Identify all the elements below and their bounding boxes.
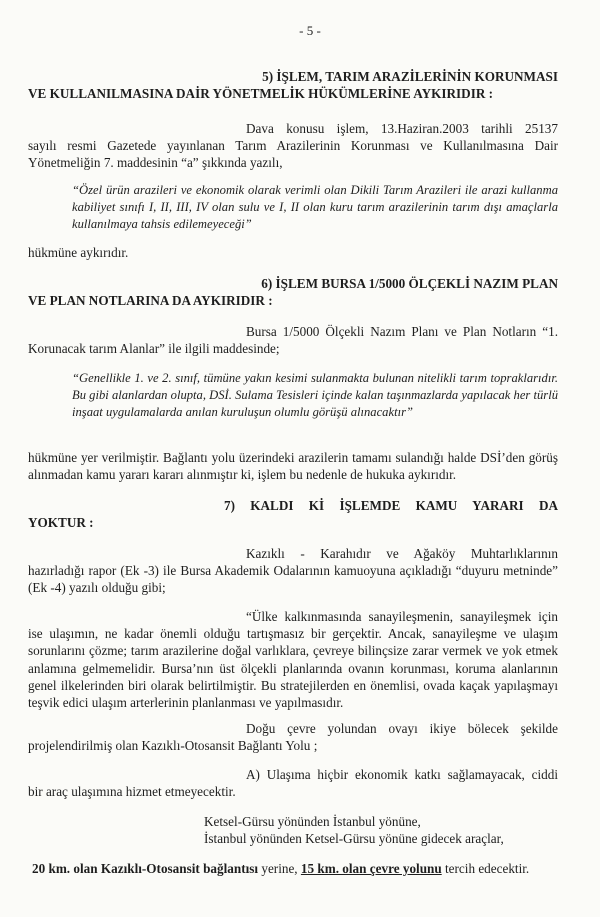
route-comparison-end: tercih edecektir. bbox=[441, 861, 530, 876]
section5-quote: “Özel ürün arazileri ve ekonomik olarak verimli olan Dikili Tarım Arazileri ile arazi kullanma kabiliyet sınıfı I, II, III, IV olan sulu ve I, II olan kuru tarım arazilerinin tarım dışı amaçlarla kullanılmaya tahsis edilemeyeceği” bbox=[72, 183, 558, 232]
route-comparison-mid: yerine, bbox=[258, 861, 301, 876]
section6-p1-first-line: Bursa 1/5000 Ölçekli Nazım Planı ve Plan Notların “1. bbox=[246, 324, 558, 339]
section5-p1-rest: sayılı resmi Gazetede yayınlanan Tarım Arazilerinin Korunması ve Kullanılmasına Dair Yönetmeliğin 7. maddesinin “a” şıkkında yazılı, bbox=[28, 138, 558, 171]
section6-paragraph2: hükmüne yer verilmiştir. Bağlantı yolu üzerindeki arazilerin tamamı sulandığı halde DSİ’den görüş alınmadan kamu yararı kararı alınmıştır ki, işlem bu nedenle de hukuka aykırıdır. bbox=[28, 450, 558, 483]
section6-p1-rest: Korunacak tarım Alanlar” ile ilgili maddesinde; bbox=[28, 341, 280, 357]
section7-p2-first-line: “Ülke kalkınmasında sanayileşmenin, sanayileşmek için bbox=[246, 609, 558, 624]
section7-p5-line1: Ketsel-Gürsu yönünden İstanbul yönüne, bbox=[204, 814, 421, 829]
page-number: - 5 - bbox=[299, 23, 321, 38]
section7-paragraph2 bbox=[28, 608, 558, 711]
section6-quote: “Genellikle 1. ve 2. sınıf, tümüne yakın kesimi sulanmakta bulunan nitelikli tarım topraklarıdır. Bu gibi alanlardan olupta, DSİ. Sulama Tesisleri içinde kalan taşınmazlarda yapılacak her türlü inşaat uygulamalarda anılan kuruluşun olumlu görüşü alınacaktır” bbox=[72, 371, 558, 420]
section7-heading-line2: YOKTUR : bbox=[28, 515, 94, 531]
section7-paragraph3 bbox=[28, 720, 558, 754]
section7-p1-rest: hazırladığı rapor (Ek -3) ile Bursa Akademik Odalarının kamuoyuna açıkladığı “duyuru metninde” (Ek -4) yazılı olduğu gibi; bbox=[28, 563, 558, 596]
section5-heading-line2: VE KULLANILMASINA DAİR YÖNETMELİK HÜKÜMLERİNE AYKIRIDIR : bbox=[28, 86, 494, 102]
section7-p4-first-line: A) Ulaşıma hiçbir ekonomik katkı sağlamayacak, ciddi bbox=[246, 767, 558, 782]
section5-heading bbox=[28, 68, 558, 102]
section7-heading bbox=[28, 497, 558, 531]
section7-p4-rest: bir araç ulaşımına hizmet etmeyecektir. bbox=[28, 784, 236, 800]
section7-paragraph6 bbox=[32, 860, 562, 877]
section7-p5-line2: İstanbul yönünden Ketsel-Gürsu yönüne gidecek araçlar, bbox=[204, 831, 504, 847]
section7-p3-rest: projelendirilmiş olan Kazıklı-Otosansit Bağlantı Yolu ; bbox=[28, 738, 318, 754]
section5-p1-first-line: Dava konusu işlem, 13.Haziran.2003 tarihli 25137 bbox=[246, 121, 558, 136]
section5-heading-line1: 5) İŞLEM, TARIM ARAZİLERİNİN KORUNMASI bbox=[262, 69, 558, 84]
section6-heading bbox=[28, 275, 558, 309]
section6-heading-line1: 6) İŞLEM BURSA 1/5000 ÖLÇEKLİ NAZIM PLAN bbox=[261, 276, 558, 291]
section7-paragraph1 bbox=[28, 545, 558, 597]
section5-paragraph2: hükmüne aykırıdır. bbox=[28, 245, 129, 260]
section7-paragraph4 bbox=[28, 766, 558, 800]
section5-paragraph1 bbox=[28, 120, 558, 172]
section6-paragraph1 bbox=[28, 323, 558, 357]
section7-heading-line1: 7) KALDI Kİ İŞLEMDE KAMU YARARI DA bbox=[224, 498, 558, 513]
section7-p2-rest: ise ulaşımın, ne kadar önemli olduğu tartışmasız bir gerçektir. Ancak, sanayileşme ve ulaşım sorunlarını çözme; tarım arazilerine doğal varlıklara, çevreye bilinçsize zarar vermek ve yok etmek anlamına gelmemelidir. Bursa’nın üst ölçekli planlarında ovanın korunması, koruma alanlarının genel ilkelerinden biri olarak belirtilmiştir. Bu stratejilerden en önemlisi, ovada kaçak yapılaşmayı teşvik edici ulaşım arterlerinin planlanması ve yapılmasıdır. bbox=[28, 626, 558, 711]
section6-heading-line2: VE PLAN NOTLARINA DA AYKIRIDIR : bbox=[28, 293, 273, 309]
section7-paragraph5 bbox=[28, 813, 558, 847]
route-comparison-ring-road: 15 km. olan çevre yolunu bbox=[300, 861, 442, 876]
section7-p1-first-line: Kazıklı - Karahıdır ve Ağaköy Muhtarlıklarının bbox=[246, 546, 558, 561]
section7-p3-first-line: Doğu çevre yolundan ovayı ikiye bölecek şekilde bbox=[246, 721, 558, 736]
route-comparison-kazikli: 20 km. olan Kazıklı-Otosansit bağlantısı bbox=[32, 861, 259, 876]
